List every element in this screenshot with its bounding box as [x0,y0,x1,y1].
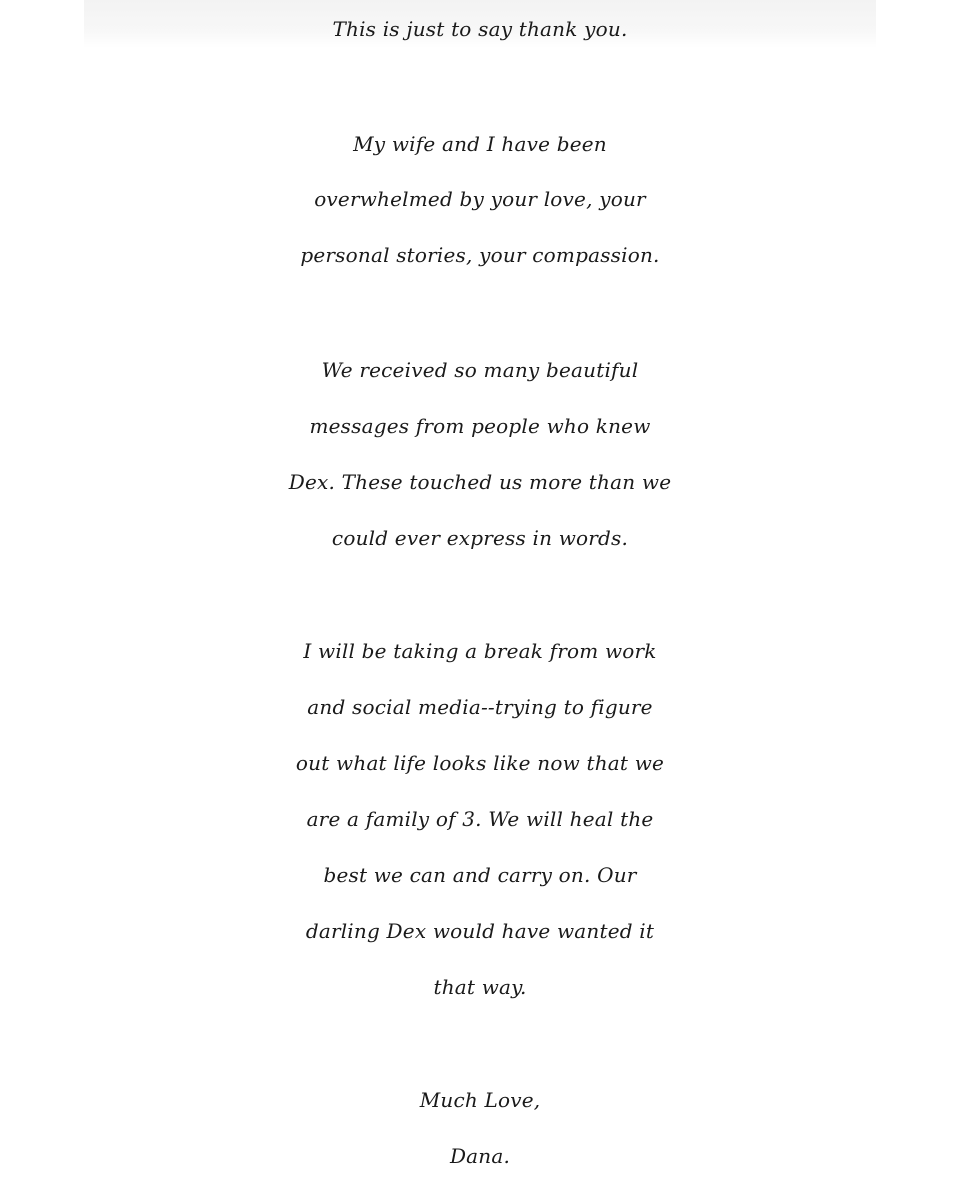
paragraph-3-line-6: darling Dex would have wanted it [305,919,655,943]
paragraph-1-line-1: My wife and I have been [353,132,607,156]
paragraph-2-line-3: Dex. These touched us more than we [288,470,672,494]
paragraph-3-line-1: I will be taking a break from work [303,639,657,663]
letter-signature: Dana. [449,1144,511,1168]
paragraph-1-line-3: personal stories, your compassion. [300,243,660,267]
paragraph-3-line-4: are a family of 3. We will heal the [306,807,654,831]
paragraph-3-line-5: best we can and carry on. Our [323,863,637,887]
paragraph-3-line-2: and social media--trying to figure [307,695,653,719]
letter-closing: Much Love, [419,1088,541,1112]
paragraph-3-line-7: that way. [433,975,527,999]
letter-greeting: This is just to say thank you. [332,17,628,41]
paragraph-3-line-3: out what life looks like now that we [295,751,665,775]
paragraph-2-line-4: could ever express in words. [331,526,629,550]
paragraph-1-line-2: overwhelmed by your love, your [314,187,646,211]
paragraph-2-line-1: We received so many beautiful [321,358,639,382]
paragraph-2-line-2: messages from people who knew [309,414,651,438]
